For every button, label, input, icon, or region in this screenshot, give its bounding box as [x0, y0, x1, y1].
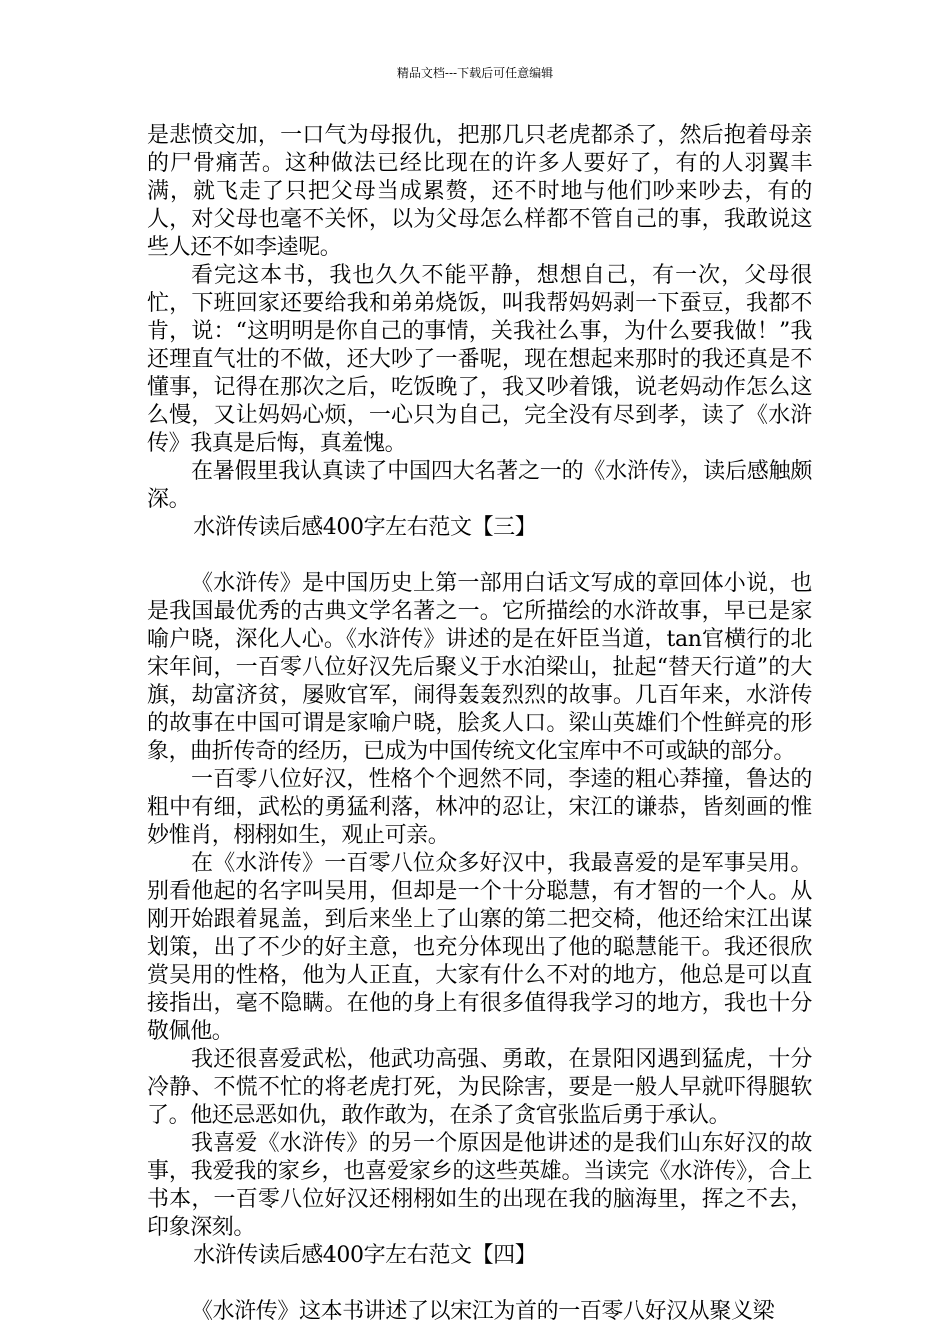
- section-heading: 水浒传读后感400字左右范文【四】: [193, 1243, 537, 1268]
- blank-line: [147, 542, 812, 570]
- paragraph: 一百零八位好汉，性格个个迥然不同，李逵的粗心莽撞，鲁达的粗中有细，武松的勇猛利落，林冲的忍让，宋江的谦恭，皆刻画的惟妙惟肖，栩栩如生，观止可亲。: [147, 767, 812, 848]
- paragraph: 是悲愤交加，一口气为母报仇，把那几只老虎都杀了，然后抱着母亲的尸骨痛苦。这种做法已经比现在的许多人要好了，有的人羽翼丰满，就飞走了只把父母当成累赘，还不时地与他们吵来吵去，有的人，对父母也毫不关怀，以为父母怎么样都不管自己的事，我敢说这些人还不如李逵呢。: [147, 123, 812, 260]
- paragraph: 在暑假里我认真读了中国四大名著之一的《水浒传》，读后感触颇深。: [147, 459, 812, 512]
- section-heading: 水浒传读后感400字左右范文【三】: [193, 515, 537, 540]
- paragraph: 《水浒传》这本书讲述了以宋江为首的一百零八好汉从聚义梁: [191, 1299, 775, 1324]
- paragraph: 《水浒传》是中国历史上第一部用白话文写成的章回体小说，也是我国最优秀的古典文学名著之一。它所描绘的水浒故事，早已是家喻户晓，深化人心。《水浒传》讲述的是在奸臣当道，tan官横行的北宋年间，一百零八位好汉先后聚义于水泊梁山，扯起“替天行道”的大旗，劫富济贫，屡败官军，闹得轰轰烈烈的故事。几百年来，水浒传的故事在中国可谓是家喻户晓，脍炙人口。梁山英雄们个性鲜亮的形象，曲折传奇的经历，已成为中国传统文化宝库中不可或缺的部分。: [147, 571, 812, 764]
- page-header: 精品文档---下载后可任意编辑: [396, 66, 554, 80]
- paragraph: 我还很喜爱武松，他武功高强、勇敢，在景阳冈遇到猛虎，十分冷静、不慌不忙的将老虎打死，为民除害，要是一般人早就吓得腿软了。他还忌恶如仇，敢作敢为，在杀了贪官张监后勇于承认。: [147, 1047, 812, 1128]
- paragraph: 我喜爱《水浒传》的另一个原因是他讲述的是我们山东好汉的故事，我爱我的家乡，也喜爱家乡的这些英雄。当读完《水浒传》，合上书本，一百零八位好汉还栩栩如生的出现在我的脑海里，挥之不去，印象深刻。: [147, 1131, 812, 1240]
- paragraph: 看完这本书，我也久久不能平静，想想自己，有一次，父母很忙，下班回家还要给我和弟弟烧饭，叫我帮妈妈剥一下蚕豆，我都不肯，说：“这明明是你自己的事情，关我社么事，为什么要我做！”我还理直气壮的不做，还大吵了一番呢，现在想起来那时的我还真是不懂事，记得在那次之后，吃饭晚了，我又吵着饿，说老妈动作怎么这么慢，又让妈妈心烦，一心只为自己，完全没有尽到孝，读了《水浒传》我真是后悔，真羞愧。: [147, 263, 812, 456]
- document-body: [147, 122, 812, 1326]
- blank-line: [147, 1270, 812, 1298]
- paragraph: 在《水浒传》一百零八位众多好汉中，我最喜爱的是军事吴用。别看他起的名字叫吴用，但却是一个十分聪慧，有才智的一个人。从刚开始跟着晁盖，到后来坐上了山寨的第二把交椅，他还给宋江出谋划策，出了不少的好主意，也充分体现出了他的聪慧能干。我还很欣赏吴用的性格，他为人正直，大家有什么不对的地方，他总是可以直接指出，毫不隐瞒。在他的身上有很多值得我学习的地方，我也十分敬佩他。: [147, 851, 812, 1044]
